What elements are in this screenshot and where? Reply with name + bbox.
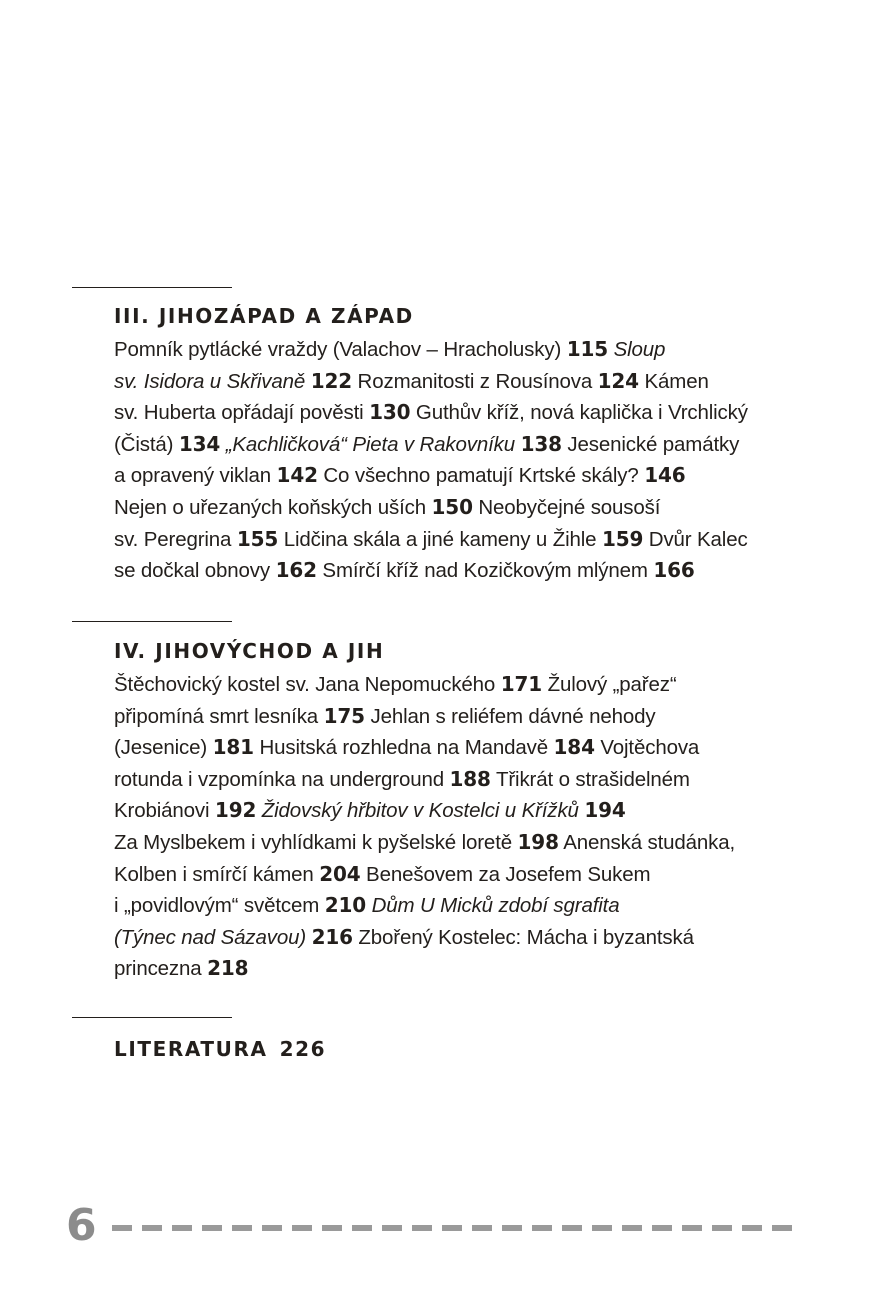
dashed-footer-line — [112, 1225, 792, 1233]
footer-dash — [292, 1225, 312, 1231]
footer-dash — [172, 1225, 192, 1231]
entry-text: Rozmanitosti z Rousínova — [352, 369, 598, 393]
footer-dash — [712, 1225, 732, 1231]
italic-title: Sloup — [613, 338, 666, 361]
entry-text: a opravený viklan — [114, 464, 277, 488]
entry-text: Štěchovický kostel sv. Jana Nepomuckého — [114, 673, 501, 696]
section-entries — [114, 334, 814, 587]
entry-text: sv. Peregrina — [114, 527, 237, 551]
section-divider-1 — [72, 287, 232, 288]
toc-line — [114, 429, 814, 461]
toc-line — [114, 922, 814, 954]
footer-dash — [232, 1225, 252, 1231]
entry-text: Zbořený Kostelec: Mácha i byzantská — [352, 925, 694, 949]
italic-title: sv. Isidora u Skřivaně — [114, 369, 306, 393]
toc-line — [114, 524, 814, 556]
footer-dash — [142, 1225, 162, 1231]
toc-line — [114, 732, 814, 764]
toc-line — [114, 492, 814, 524]
italic-title: Židovský hřbitov v Kostelci u Křížků — [261, 799, 579, 823]
literature-page-number: 226 — [279, 1037, 327, 1061]
page-reference: 122 — [310, 368, 353, 393]
toc-line — [114, 397, 814, 429]
italic-title: Dům U Micků zdobí sgrafita — [371, 894, 620, 918]
page-reference: 218 — [207, 956, 249, 981]
entry-text: Neobyčejné sousoší — [472, 495, 661, 519]
page-reference: 159 — [601, 526, 644, 551]
page-reference: 181 — [212, 735, 254, 760]
entry-text: Smírčí kříž nad Kozičkovým mlýnem — [316, 559, 654, 583]
page-reference: 138 — [520, 431, 562, 456]
toc-line — [114, 669, 814, 701]
footer-dash — [202, 1225, 222, 1231]
entry-text: (Čistá) — [114, 432, 179, 456]
entry-text: Dvůr Kalec — [643, 527, 748, 551]
toc-line — [114, 334, 814, 366]
toc-line — [114, 890, 814, 922]
page-reference: 162 — [275, 558, 317, 583]
page-reference: 142 — [276, 463, 318, 488]
entry-text: princezna — [114, 957, 208, 981]
entry-text: připomíná smrt lesníka — [114, 704, 324, 728]
toc-line — [114, 701, 814, 733]
page-reference: 171 — [500, 672, 543, 696]
literature-entry — [114, 1037, 326, 1061]
page-reference: 155 — [236, 526, 279, 551]
footer-dash — [622, 1225, 642, 1231]
page-reference: 188 — [449, 766, 491, 791]
toc-section-3 — [114, 303, 814, 587]
toc-line — [114, 827, 814, 859]
footer-dash — [742, 1225, 762, 1231]
footer-dash — [112, 1225, 132, 1231]
toc-line — [114, 795, 814, 827]
footer-dash — [652, 1225, 672, 1231]
section-divider-3 — [72, 1017, 232, 1018]
entry-text: Žulový „pařez“ — [542, 673, 677, 696]
entry-text: Jesenické památky — [561, 432, 740, 456]
page-reference: 204 — [319, 861, 361, 886]
footer-dash — [682, 1225, 702, 1231]
entry-text: Nejen o uřezaných koňských uších — [114, 495, 432, 519]
footer-dash — [442, 1225, 462, 1231]
section-entries — [114, 669, 814, 985]
page-reference: 124 — [597, 368, 639, 393]
entry-text: Pomník pytlácké vraždy (Valachov – Hracholusky) — [114, 338, 567, 361]
page-number: 6 — [66, 1200, 97, 1251]
page-reference: 210 — [324, 893, 367, 918]
footer-dash — [472, 1225, 492, 1231]
footer-dash — [382, 1225, 402, 1231]
footer-dash — [532, 1225, 552, 1231]
entry-text: Za Myslbekem i vyhlídkami k pyšelské loretě — [114, 830, 518, 854]
entry-text: Husitská rozhledna na Mandavě — [253, 736, 554, 760]
toc-line — [114, 859, 814, 891]
entry-text: Vojtěchova — [594, 736, 700, 760]
page-reference: 194 — [584, 798, 626, 823]
italic-title: „Kachličková“ Pieta v Rakovníku — [225, 432, 516, 456]
page-reference: 175 — [323, 703, 365, 728]
entry-text: Lidčina skála a jiné kameny u Žihle — [278, 527, 602, 551]
footer-dash — [262, 1225, 282, 1231]
entry-text: Kolben i smírčí kámen — [114, 862, 320, 886]
entry-text: i „povidlovým“ světcem — [114, 894, 325, 918]
section-heading: III. JIHOZÁPAD A ZÁPAD — [114, 304, 414, 328]
section-divider-2 — [72, 621, 232, 622]
entry-text: (Jesenice) — [114, 736, 213, 760]
page-reference: 192 — [214, 798, 257, 823]
footer-dash — [352, 1225, 372, 1231]
page-reference: 134 — [178, 431, 221, 456]
page-reference: 130 — [369, 400, 411, 425]
entry-text: Benešovem za Josefem Sukem — [360, 862, 651, 886]
entry-text: Anenská studánka, — [558, 830, 736, 854]
entry-text: se dočkal obnovy — [114, 559, 276, 583]
page-reference: 150 — [431, 494, 473, 519]
entry-text: sv. Huberta opřádají pověsti — [114, 401, 370, 425]
footer-dash — [772, 1225, 792, 1231]
page-reference: 198 — [517, 829, 559, 854]
footer-dash — [562, 1225, 582, 1231]
footer-dash — [412, 1225, 432, 1231]
literature-label: LITERATURA — [114, 1037, 268, 1061]
entry-text: Krobiánovi — [114, 799, 215, 823]
entry-text: Co všechno pamatují Krtské skály? — [317, 464, 645, 488]
page-reference: 115 — [566, 337, 609, 361]
page-reference: 184 — [553, 735, 595, 760]
footer-dash — [502, 1225, 522, 1231]
section-heading: IV. JIHOVÝCHOD A JIH — [114, 639, 385, 663]
toc-line — [114, 764, 814, 796]
footer-dash — [592, 1225, 612, 1231]
italic-title: (Týnec nad Sázavou) — [114, 925, 307, 949]
toc-line — [114, 460, 814, 492]
entry-text: rotunda i vzpomínka na underground — [114, 767, 450, 791]
entry-text: Guthův kříž, nová kaplička i Vrchlický — [410, 401, 748, 425]
page-reference: 166 — [653, 558, 695, 583]
page-reference: 216 — [311, 924, 353, 949]
entry-text: Jehlan s reliéfem dávné nehody — [364, 704, 656, 728]
toc-section-4 — [114, 638, 814, 985]
toc-line — [114, 953, 814, 985]
page-reference: 146 — [644, 463, 686, 488]
entry-text: Třikrát o strašidelném — [490, 767, 690, 791]
toc-line — [114, 366, 814, 398]
footer-dash — [322, 1225, 342, 1231]
entry-text: Kámen — [638, 369, 709, 393]
toc-line — [114, 555, 814, 587]
